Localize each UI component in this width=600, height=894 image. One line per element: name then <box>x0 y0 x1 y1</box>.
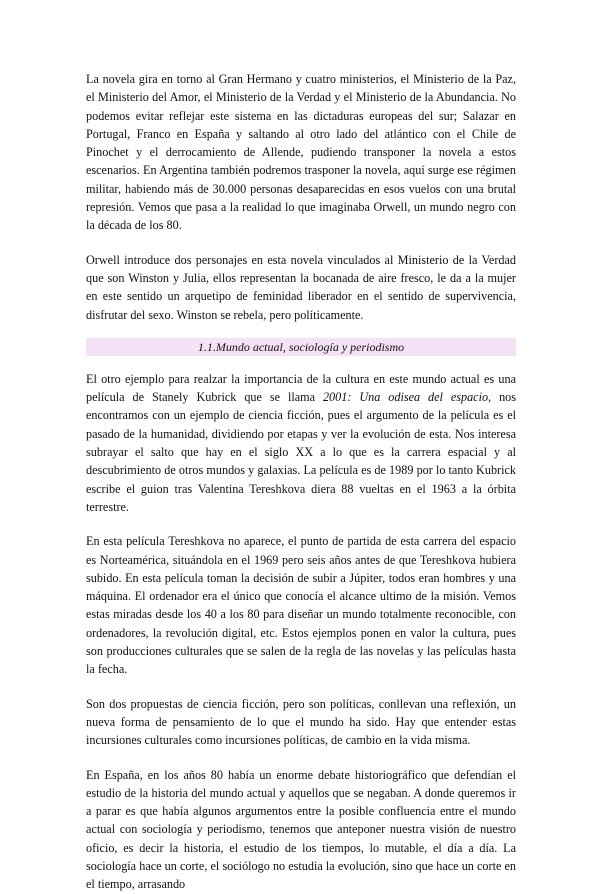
paragraph-kubrick <box>86 370 516 516</box>
section-heading: 1.1.Mundo actual, sociología y periodismo <box>86 338 516 356</box>
paragraph-orwell-ministries: La novela gira en torno al Gran Hermano y cuatro ministerios, el Ministerio de la Paz, el Ministerio del Amor, el Ministerio de la Verdad y el Ministerio de la Abundancia. No podemos evitar reflejar este sistema en las dictaduras europeas del sur; Salazar en Portugal, Franco en España y saltando al otro lado del atlántico con el Chile de Pinochet y el derrocamiento de Allende, pudiendo transponer la novela a estos escenarios. En Argentina también podremos trasponer la novela, aquí surge ese régimen militar, habiendo más de 30.000 personas desaparecidas en esos vuelos con una brutal represión. Vemos que pasa a la realidad lo que imaginaba Orwell, un mundo negro con la década de los 80. <box>86 72 516 233</box>
paragraph-winston-julia: Orwell introduce dos personajes en esta novela vinculados al Ministerio de la Verdad que son Winston y Julia, ellos representan la bocanada de aire fresco, le da a la mujer en este sentido un arquetipo de feminidad liberador en el sentido de supervivencia, disfrutar del sexo. Winston se rebela, pero políticamente. <box>86 252 516 322</box>
film-title: 2001: Una odisea del espacio <box>322 390 489 405</box>
paragraph-spain-debate: En España, en los años 80 había un enorme debate historiográfico que defendían el estudio de la historia del mundo actual y aquellos que se negaban. A donde queremos ir a parar es que había algunos argumentos entre la posible confluencia entre el mundo actual con sociología y periodismo, tenemos que anteponer nuestra visión de nuestro oficio, es decir la historia, el estudio de los tiempos, lo mutable, el día a día. La sociología hace un corte, el sociólogo no estudia la evolución, sino que hace un corte en el tiempo, arrasando <box>86 767 516 892</box>
paragraph-kubrick-after: , nos encontramos con un ejemplo de ciencia ficción, pues el argumento de la película es el pasado de la humanidad, dividiendo por etapas y ver la evolución de esta. Nos interesa subrayar el salto que hay en el siglo XX a lo que es la carrera espacial y al descubrimiento de otros mundos y galaxias. La película es de 1989 por lo tanto Kubrick escribe el guion tras Valentina Tereshkova diera 88 vueltas en el 1963 a la órbita terrestre. <box>86 390 516 514</box>
paragraph-science-fiction: Son dos propuestas de ciencia ficción, pero son políticas, conllevan una reflexión, un nueva forma de pensamiento de lo que el mundo ha sido. Hay que entender estas incursiones culturales como incursiones políticas, de cambio en la vida misma. <box>86 696 516 748</box>
paragraph-kubrick-before: El otro ejemplo para realzar la importancia de la cultura en este mundo actual es una película de Stanely Kubrick que se llama <box>86 371 516 405</box>
paragraph-tereshkova: En esta película Tereshkova no aparece, el punto de partida de esta carrera del espacio es Norteamérica, situándola en el 1969 pero seis años antes de que Tereshkova hubiera subido. En esta película toman la decisión de subir a Júpiter, todos eran hombres y una máquina. El ordenador era el único que conocía el alcance ultimo de la misión. Vemos estas miradas desde los 40 a los 80 para diseñar un mundo totalmente reconocible, con ordenadores, la revolución digital, etc. Estos ejemplos ponen en valor la cultura, pues son producciones culturales que se salen de la regla de las novelas y las películas hasta la fecha. <box>86 534 516 677</box>
document-page <box>86 70 516 894</box>
